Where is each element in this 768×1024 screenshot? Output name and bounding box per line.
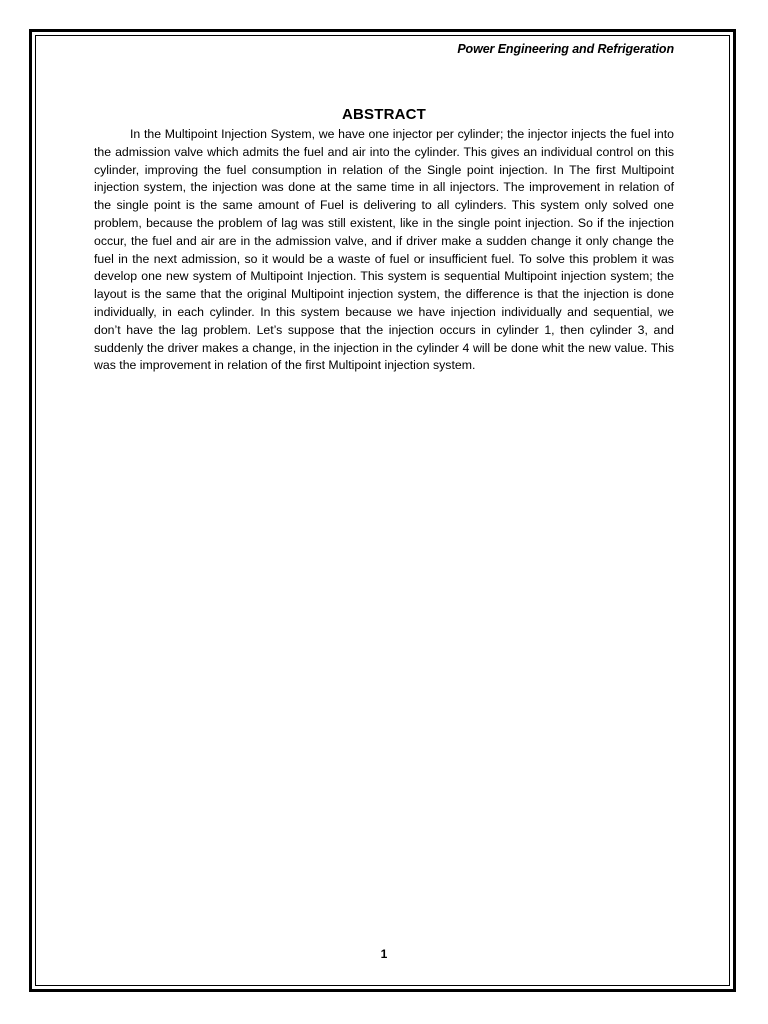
section-heading: ABSTRACT (341, 106, 427, 123)
running-header: Power Engineering and Refrigeration (457, 42, 674, 56)
page-number: 1 (380, 947, 388, 961)
abstract-paragraph: In the Multipoint Injection System, we have one injector per cylinder; the injector injects the fuel into the admission valve which admits the fuel and air into the cylinder. This gives an individual control on this cylinder, improving the fuel consumption in relation of the Single point injection. In The first Multipoint injection system, the injection was done at the same time in all injectors. The improvement in relation of the single point is the same amount of Fuel is delivering to all cylinders. This system only solved one problem, because the problem of lag was still existent, like in the single point injection. So if the injection occur, the fuel and air are in the admission valve, and if driver make a sudden change it only change the fuel in the next admission, so it would be a waste of fuel or insufficient fuel. To solve this problem it was develop one new system of Multipoint Injection. This system is sequential Multipoint injection system; the layout is the same that the original Multipoint injection system, the difference is that the injection is done individually, in each cylinder. In this system because we have injection individually and sequential, we don’t have the lag problem. Let’s suppose that the injection occurs in cylinder 1, then cylinder 3, and suddenly the driver makes a change, in the injection in the cylinder 4 will be done whit the new value. This was the improvement in relation of the first Multipoint injection system. (94, 127, 674, 373)
